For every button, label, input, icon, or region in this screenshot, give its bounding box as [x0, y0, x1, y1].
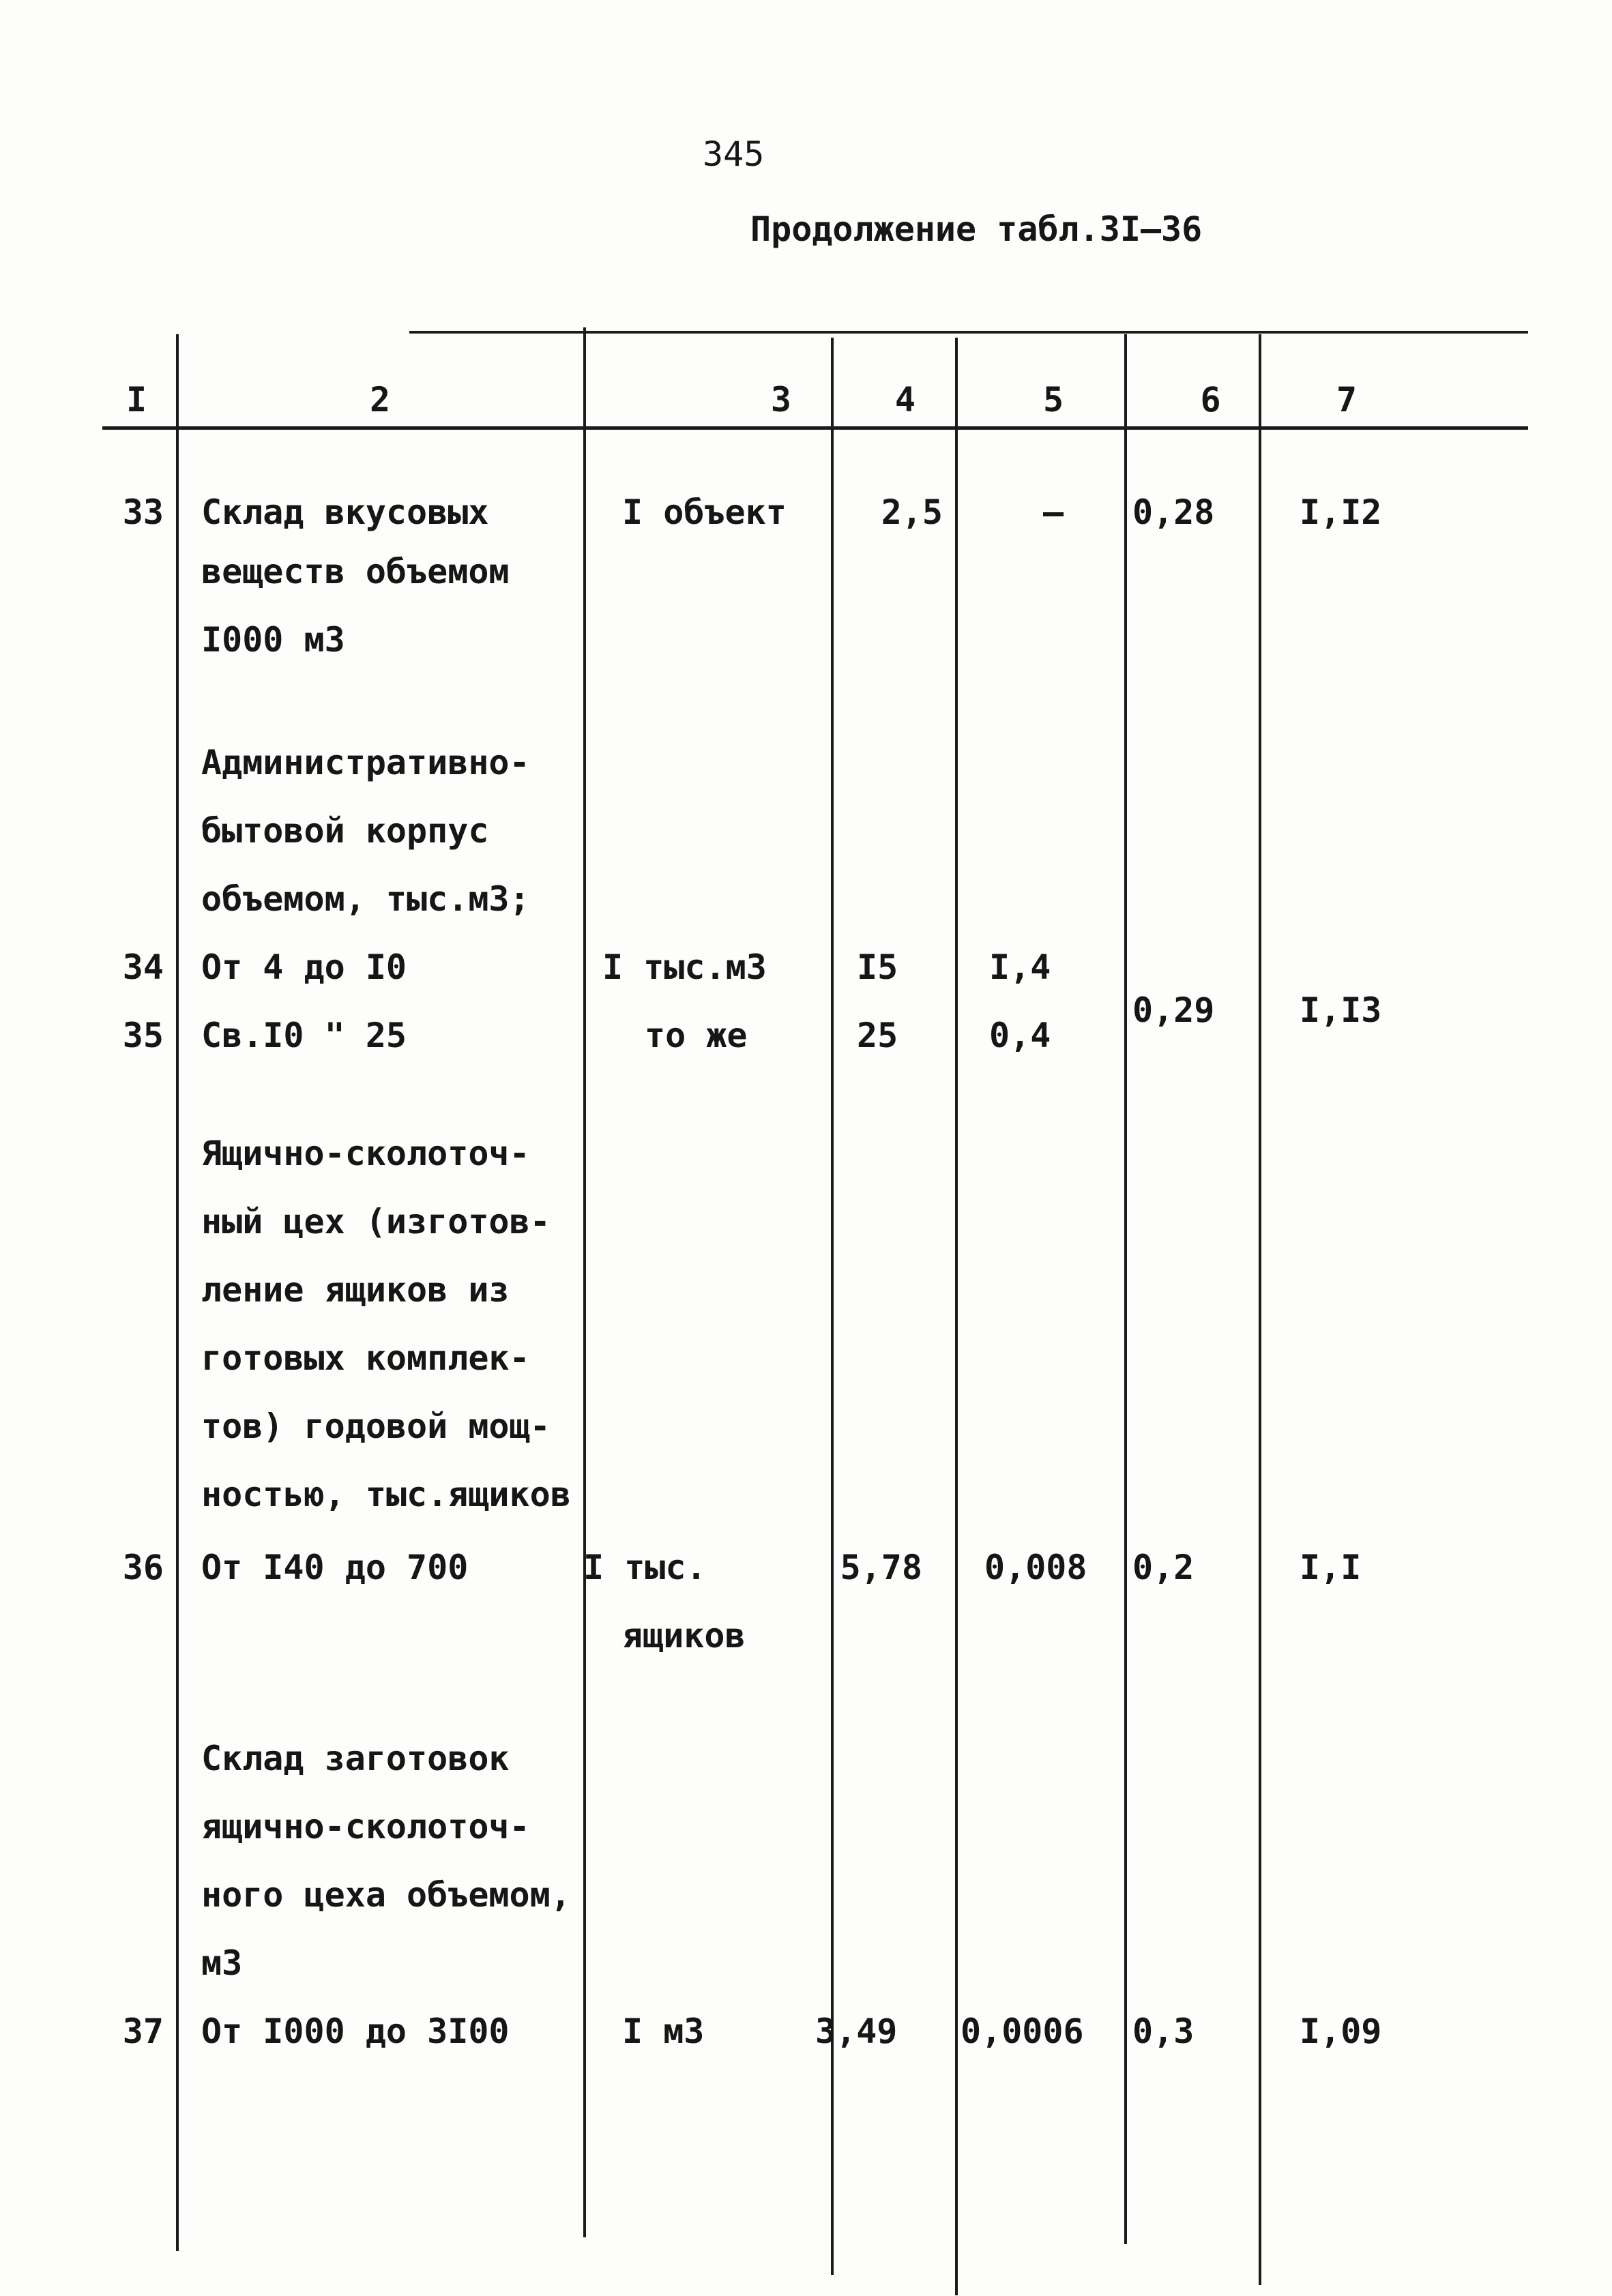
value-col7: I,I2	[1300, 492, 1382, 532]
table-top-rule	[409, 331, 1528, 334]
value-col5: 0,4	[989, 1016, 1051, 1055]
column-header-7: 7	[1336, 380, 1358, 420]
value-col5: 0,008	[984, 1548, 1087, 1587]
row-name: От I000 до 3I00	[201, 2012, 510, 2051]
group-heading-line: объемом, тыс.м3;	[201, 879, 530, 919]
row-number: 33	[122, 492, 164, 532]
group-heading-line: бытовой корпус	[201, 811, 489, 851]
column-divider-6	[1259, 334, 1261, 2285]
shared-value-col7: I,I3	[1300, 990, 1382, 1030]
row-number: 37	[122, 2012, 164, 2051]
value-col6: 0,28	[1132, 492, 1215, 532]
group-heading-line: Склад заготовок	[201, 1739, 510, 1778]
row-name: Св.I0 " 25	[201, 1016, 407, 1055]
value-col4: 2,5	[881, 492, 943, 532]
column-header-6: 6	[1200, 380, 1221, 420]
column-divider-5	[1124, 334, 1127, 2244]
unit-cell-line: ящиков	[622, 1616, 746, 1655]
group-heading-line: м3	[201, 1943, 243, 1983]
group-heading-line: ностью, тыс.ящиков	[201, 1475, 571, 1514]
column-divider-4	[955, 338, 958, 2295]
column-header-2: 2	[369, 380, 391, 420]
value-col5: 0,0006	[961, 2012, 1084, 2051]
unit-cell: I м3	[622, 2012, 705, 2051]
column-divider-2	[583, 327, 586, 2237]
group-heading-line: Ящично-сколоточ-	[201, 1134, 530, 1173]
shared-value-col6: 0,29	[1132, 990, 1215, 1030]
row-name-line: I000 м3	[201, 620, 345, 660]
value-col7: I,09	[1300, 2012, 1382, 2051]
column-header-4: 4	[894, 380, 915, 420]
group-heading-line: тов) годовой мощ-	[201, 1407, 551, 1446]
row-name-line: Склад вкусовых	[201, 492, 489, 532]
unit-cell: то же	[645, 1016, 748, 1055]
group-heading-line: Административно-	[201, 743, 530, 782]
group-heading-line: ного цеха объемом,	[201, 1875, 571, 1915]
header-rule	[102, 426, 1528, 430]
row-name: От I40 до 700	[201, 1548, 469, 1587]
group-heading-line: готовых комплек-	[201, 1338, 530, 1378]
row-number: 36	[122, 1548, 164, 1587]
group-heading-line: ящично-сколоточ-	[201, 1807, 530, 1846]
table-continuation-caption: Продолжение табл.3I–36	[750, 209, 1203, 249]
value-col7: I,I	[1300, 1548, 1362, 1587]
row-name-line: веществ объемом	[201, 552, 510, 591]
value-col4: I5	[857, 947, 898, 987]
row-number: 34	[122, 947, 164, 987]
value-col6: 0,3	[1132, 2012, 1195, 2051]
column-header-1: I	[126, 380, 147, 420]
column-divider-3	[831, 338, 834, 2275]
column-header-5: 5	[1042, 380, 1064, 420]
unit-cell: I объект	[622, 492, 787, 532]
row-name: От 4 до I0	[201, 947, 407, 987]
unit-cell: I тыс.м3	[602, 947, 767, 987]
row-number: 35	[122, 1016, 164, 1055]
unit-cell-line: I тыс.	[583, 1548, 707, 1587]
group-heading-line: ный цех (изготов-	[201, 1202, 551, 1241]
value-col5: I,4	[989, 947, 1051, 987]
group-heading-line: ление ящиков из	[201, 1270, 510, 1310]
value-col5: –	[1042, 492, 1064, 532]
value-col4: 3,49	[815, 2012, 898, 2051]
page-number: 345	[703, 134, 765, 174]
value-col4: 5,78	[840, 1548, 922, 1587]
value-col4: 25	[857, 1016, 898, 1055]
value-col6: 0,2	[1132, 1548, 1195, 1587]
column-header-3: 3	[770, 380, 791, 420]
column-divider-1	[176, 334, 179, 2251]
